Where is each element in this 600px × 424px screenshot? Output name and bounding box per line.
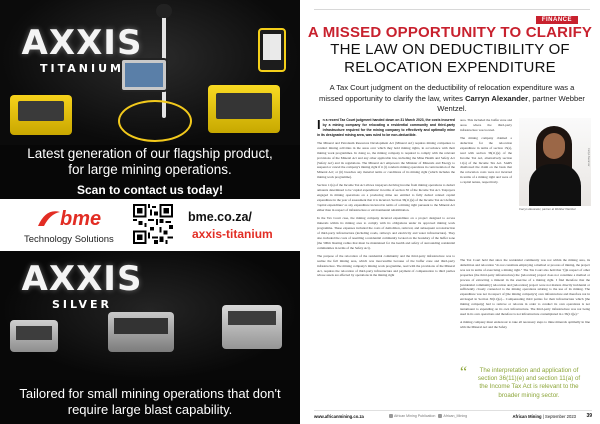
silver-case-left-image [10, 320, 58, 352]
footer-social [386, 414, 467, 418]
photo-caption: Carryn Alexander, partner at Webber Wentzel. [519, 207, 577, 211]
headline-line-2: THE LAW ON DEDUCTIBILITY OF [330, 41, 570, 58]
bme-tagline: Technology Solutions [24, 234, 114, 245]
yellow-case-right-image [208, 85, 280, 133]
lead-paragraph [317, 118, 455, 138]
standfirst [318, 83, 586, 115]
website-link[interactable]: bme.co.za/ [188, 210, 252, 224]
handheld-device-image [258, 28, 286, 72]
axxis-titanium-logo [12, 23, 152, 75]
cable-ring-image [118, 100, 192, 142]
body-column-1 [317, 118, 455, 282]
body-paragraph: In the Tax Court case, the mining company incurred expenditure on a project designed to access minerals within its mining area to comply with its obligations under its approved mining work programme. These expenses included the costs of demolition, removal, and subsequent reconstruction of third-party infrastructure (including roads, railways and electricity and water infrastructure). They also included the costs of resettling a residential community located on the boundary of the buffer zone (the 500m blasting radius that must be maintained for the health and safety of surrounding residential communities in terms of the Safety Act). [317, 216, 455, 250]
article-page [300, 0, 600, 424]
magazine-name: African Mining [512, 414, 542, 419]
photo-body [529, 164, 581, 206]
bme-logo-text: bme [60, 208, 102, 230]
body-paragraph: The mining company claimed a deduction for the relocation expenditure in terms of section 15(a), read with section 36(11)(e) of the Income Tax Act, alternatively section 11(a) of the Income Tax Act. SARS disallowed the claim on the basis that the relocation costs were not incurred in terms of a mining right and were of a capital nature, respectively. [460, 136, 512, 185]
headline-line-3: RELOCATION EXPENDITURE [344, 59, 556, 76]
quote-mark-icon: “ [460, 364, 468, 381]
facebook-icon[interactable] [389, 414, 393, 418]
detonator-pole-head-image [156, 4, 172, 18]
body-paragraph: The Mineral and Petroleum Resources Development Act (Mineral Act) requires mining companies to conduct mining activities in the areas over which they hold mining rights, in accordance with their mining work programmes. In doing so, the mining company is required to comply with the relevant provisions of the Mineral Act and any other applicable law, including the Mine Health and Safety Act (Safety Act) and its regulations. The Mineral Act empowers the Minister of Minerals and Energy to suspend or cancel the company's mining right if it (i) conducts mining operations in contravention of the Mineral Act; or (ii) breaches any material terms or conditions of its mining right (which includes the mining work programme). [317, 140, 455, 180]
axxis-silver-logo [12, 259, 152, 311]
body-paragraph: The Tax Court held that since the residential community was not within the mining area, its demolition and relocation "do not constitute employing a method or process of mining, the project was not in terms of exercising a mining right." The Tax Court also held that "(i)n respect of other properties (the third-party infrastructure) the [relocation] project does not constitute a method or process of extracting a mineral in the exercise of a mining right. I find therefore that the [residential community] relocation and [relocation] project were not matters directly incidental or sufficiently closely connected to the mining operations relating to the use of its mining. The expenditure was not in respect of [the mining company's] own infrastructure and therefore not in envisaged in Section 36(11)(e)... Compensating third parties for their infrastructure which [the mining company] had to remove or relocate in order to conduct its own operations is not tantamount to expending on its own infrastructure. The third-party infrastructure was not being used in its own operations and therefore is not infrastructure contemplated in s 36(11)(e)." [460, 258, 590, 316]
page-footer [314, 410, 592, 421]
brand-name: AXXIS [21, 259, 143, 299]
author-name: Carryn Alexander [465, 93, 529, 103]
standfirst-end: , partner Webber Wentzel. [437, 93, 585, 114]
body-paragraph: A mining company must endeavour to take all necessary steps to mine minerals optimally in line with the Mineral Act and the Safety [460, 320, 590, 330]
body-paragraph: Section 11(a) of the Income Tax Act allows taxpayers deriving income from mining operations to deduct amounts determined to be 'capital expenditure' in terms of section 36 of the Income Tax Act. Taxpayers engaged in mining operations on a producing mine are entitled to fully deduct related capital expenditure in the year of assessment that it is incurred. Section 36(11)(e) of the Income Tax Act defines 'capital expenditure' as any expenditure incurred in terms of a mining right pursuant to the Mineral Act either than in respect of infrastructure or environmental rehabilitation. [317, 183, 455, 212]
qr-code-icon[interactable] [133, 204, 173, 244]
twitter-icon[interactable] [438, 414, 442, 418]
issue-date: September 2023 [545, 414, 576, 419]
brand-variant: SILVER [51, 298, 112, 311]
scan-cta: Scan to contact us today! [76, 183, 224, 197]
photo-credit: Carryn Alexander [587, 148, 590, 167]
footer-website-link[interactable]: www.africanmining.co.za [314, 414, 364, 419]
page-number: 39 [586, 413, 592, 419]
headline-line-1: A MISSED OPPORTUNITY TO CLARIFY [307, 24, 593, 41]
body-paragraph: The purpose of the relocation of the residential community and the third-party infrastructure was to realise the full mining area, which was inaccessible because of the buffer zone and third-party infrastructure. The mining company's mining work programme, read with the provisions of the Mineral Act, requires the relocation of third-party infrastructure and payment of compensation to third parties whose assets are affected by operations in the mining right [317, 253, 455, 278]
website-link-path[interactable]: axxis-titanium [192, 227, 273, 241]
silver-case-middle-image [108, 312, 174, 352]
lead-text: n a recent Tax Court judgment handed down on 31 March 2023, the costs incurred by a mining company for relocating a residential community and third-party infrastructure required for the mining company to effectively and optimally mine in its designated mining area, was ruled to be non-deductible. [317, 118, 455, 137]
brand-variant: TITANIUM [40, 62, 124, 75]
contact-strip [0, 199, 300, 251]
body-column-2-top [460, 118, 512, 188]
body-paragraph: area. This included the buffer zone and areas where the third-party infrastructure was located. [460, 118, 512, 132]
footer-magazine: African Mining | September 2023 [512, 414, 576, 419]
standfirst-text: A Tax Court judgment on the deductibility of relocation expenditure was a missed opportunity to clarify the law, writes [319, 83, 575, 103]
author-photo [519, 118, 591, 206]
body-column-2 [460, 258, 590, 333]
yellow-case-left-image [10, 95, 72, 135]
silver-case-right-image [222, 305, 282, 349]
section-label: FINANCE [536, 16, 578, 24]
facebook-handle[interactable]: African Mining Publication [394, 414, 436, 418]
ad-headline-silver: Tailored for small mining operations that don't require large blast capability. [19, 386, 281, 417]
photo-face [543, 133, 565, 159]
twitter-handle[interactable]: African_Mining [443, 414, 468, 418]
pull-quote-text: The interpretation and application of section 36(11)(e) and section 11(a) of the Income Tax Act is relevant to the broader mining sector. [477, 367, 581, 399]
brand-name: AXXIS [21, 23, 143, 63]
drop-cap: I [317, 117, 321, 132]
ad-headline-titanium: Latest generation of our flagship product, for large mining operations. [27, 146, 273, 177]
section-header [314, 9, 590, 23]
